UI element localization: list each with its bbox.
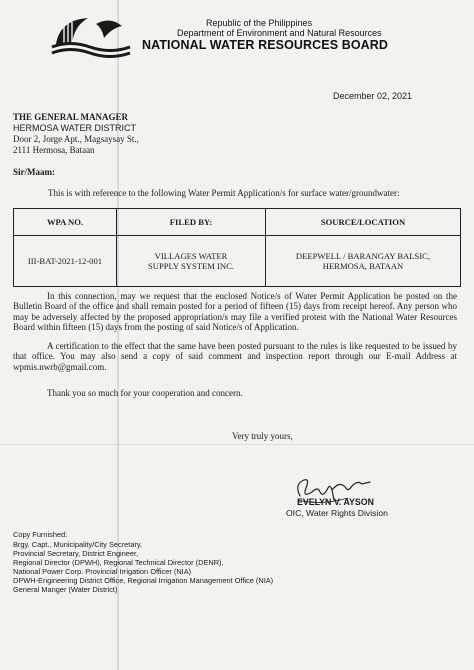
closing-text: Very truly yours, — [232, 431, 293, 441]
copy-furnished-item: National Power Corp. Provincial Irrigation Officer (NIA) — [13, 567, 192, 576]
signatory-title: OIC, Water Rights Division — [286, 508, 388, 518]
addressee-org: HERMOSA WATER DISTRICT — [13, 123, 137, 133]
source-line2: HERMOSA, BATAAN — [322, 261, 404, 271]
signatory-name: EVELYN V. AYSON — [297, 497, 374, 507]
copy-furnished-item: General Manger (Water District) — [13, 585, 118, 594]
filed-by-line1: VILLAGES WATER — [154, 251, 228, 261]
cell-filed-by — [117, 236, 266, 287]
header-agency: NATIONAL WATER RESOURCES BOARD — [142, 38, 389, 52]
column-header-source-location: SOURCE/LOCATION — [266, 209, 461, 236]
table-row — [14, 236, 461, 287]
cell-wpa-no: III-BAT-2021-12-001 — [14, 236, 117, 287]
cell-source-location — [266, 236, 461, 287]
addressee-name: THE GENERAL MANAGER — [13, 112, 129, 122]
salutation: Sir/Maam: — [13, 167, 55, 177]
intro-text: This is with reference to the following Water Permit Application/s for surface water/groundwater: — [48, 188, 400, 198]
paper-fold-line — [0, 444, 474, 445]
copy-furnished-item: Brgy. Capt., Municipality/City Secretary, — [13, 540, 143, 549]
header-department: Department of Environment and Natural Resources — [177, 28, 382, 38]
copy-furnished-item: DPWH-Engineering District Office, Regional Irrigation Management Office (NIA) — [13, 576, 274, 585]
source-line1: DEEPWELL / BARANGAY BALSIC, — [295, 251, 431, 261]
copy-furnished-item: Provincial Secretary, District Engineer, — [13, 549, 139, 558]
letter-date: December 02, 2021 — [333, 91, 413, 101]
addressee-address-line2: 2111 Hermosa, Bataan — [13, 145, 95, 155]
paragraph-request: In this connection, may we request that the enclosed Notice/s of Water Permit Application be posted on the Bulletin Board of the office and shall remain posted for a period of fifteen (15) days from receipt hereof. Any person who may be adversely affected by the proposed appropriation/s may file a verified protest with the National Water Resources Board within fifteen (15) days from the posting of said Notice/s of Application. — [13, 291, 457, 333]
copy-furnished-item: Regional Director (DPWH), Regional Technical Director (DENR), — [13, 558, 224, 567]
paragraph-certification: A certification to the effect that the same have been posted pursuant to the rules is like requested to be issued by that office. You may also send a copy of said comment and inspection report through our E-mail Address at wpmis.nwrb@gmail.com. — [13, 341, 457, 372]
addressee-address-line1: Door 2, Jorge Apt., Magsaysay St., — [13, 134, 139, 144]
copy-furnished-heading: Copy Furnished: — [13, 530, 68, 539]
thanks-text: Thank you so much for your cooperation and concern. — [47, 388, 243, 398]
column-header-filed-by: FILED BY: — [117, 209, 266, 236]
nwrb-logo — [50, 14, 134, 58]
column-header-wpa-no: WPA NO. — [14, 209, 117, 236]
filed-by-line2: SUPPLY SYSTEM INC. — [148, 261, 234, 271]
header-republic: Republic of the Philippines — [206, 18, 313, 28]
table-header-row — [14, 209, 461, 236]
wpa-table — [13, 208, 461, 287]
